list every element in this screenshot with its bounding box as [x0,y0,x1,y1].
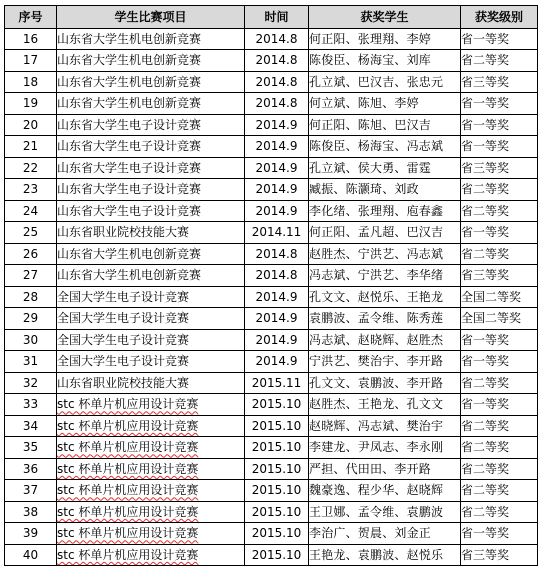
table-row [5,286,538,308]
cell-no: 32 [5,372,57,394]
cell-competition: 山东省大学生电子设计竞赛 [57,200,245,222]
cell-time: 2015.10 [245,501,309,523]
cell-level: 省一等奖 [461,114,538,136]
table-row [5,501,538,523]
cell-no: 34 [5,415,57,437]
cell-competition: 山东省大学生机电创新竞赛 [57,50,245,72]
cell-time: 2014.9 [245,286,309,308]
competition-text: stc 杯单片机应用设计竞赛 [57,483,199,498]
cell-time: 2014.8 [245,265,309,287]
table-row [5,136,538,158]
cell-students: 孔文文、袁鹏波、李开路 [309,372,461,394]
table-row [5,265,538,287]
cell-competition: 山东省大学生机电创新竞赛 [57,265,245,287]
cell-competition [57,544,245,566]
cell-time: 2014.9 [245,351,309,373]
cell-level: 省二等奖 [461,50,538,72]
cell-time: 2014.9 [245,308,309,330]
cell-time: 2014.9 [245,136,309,158]
header-level: 获奖级别 [461,6,538,29]
cell-time: 2014.9 [245,114,309,136]
cell-level: 省二等奖 [461,415,538,437]
cell-students: 李化绪、张理翔、庖春鑫 [309,200,461,222]
cell-level: 省二等奖 [461,458,538,480]
cell-students: 臧振、陈灏琦、刘政 [309,179,461,201]
cell-level: 省一等奖 [461,222,538,244]
cell-no: 23 [5,179,57,201]
cell-time: 2014.9 [245,200,309,222]
cell-no: 38 [5,501,57,523]
table-body [5,28,538,566]
cell-competition: 山东省大学生机电创新竞赛 [57,28,245,50]
table-row [5,93,538,115]
table-row [5,179,538,201]
cell-level: 省一等奖 [461,329,538,351]
cell-students: 严担、代田田、李开路 [309,458,461,480]
cell-level: 全国二等奖 [461,308,538,330]
table-row [5,329,538,351]
table-row [5,458,538,480]
cell-students: 魏豪逸、程少华、赵晓辉 [309,480,461,502]
table-header [5,6,538,29]
cell-competition: 全国大学生电子设计竞赛 [57,308,245,330]
competition-text: stc 杯单片机应用设计竞赛 [57,504,199,519]
cell-time: 2014.9 [245,179,309,201]
cell-competition [57,523,245,545]
cell-competition: 山东省大学生电子设计竞赛 [57,179,245,201]
cell-time: 2015.11 [245,372,309,394]
cell-students: 李治广、贺晨、刘金正 [309,523,461,545]
competition-text: stc 杯单片机应用设计竞赛 [57,547,199,562]
competition-text: stc 杯单片机应用设计竞赛 [57,397,199,412]
cell-time: 2015.10 [245,415,309,437]
cell-time: 2014.8 [245,50,309,72]
cell-students: 何正阳、陈旭、巴汉吉 [309,114,461,136]
cell-competition: 山东省大学生机电创新竞赛 [57,93,245,115]
cell-competition: 山东省大学生电子设计竞赛 [57,114,245,136]
cell-level: 省一等奖 [461,523,538,545]
cell-competition: 山东省大学生电子设计竞赛 [57,157,245,179]
cell-competition [57,458,245,480]
header-row [5,6,538,29]
cell-no: 19 [5,93,57,115]
cell-competition: 全国大学生电子设计竞赛 [57,351,245,373]
cell-students: 赵胜杰、王艳龙、孔文文 [309,394,461,416]
cell-level: 省二等奖 [461,179,538,201]
cell-students: 孔文文、赵悦乐、王艳龙 [309,286,461,308]
cell-no: 25 [5,222,57,244]
cell-students: 赵胜杰、宁洪艺、冯志斌 [309,243,461,265]
cell-students: 冯志斌、赵晓辉、赵胜杰 [309,329,461,351]
cell-no: 26 [5,243,57,265]
cell-level: 省二等奖 [461,501,538,523]
cell-students: 何立斌、陈旭、李婷 [309,93,461,115]
cell-students: 孔立斌、巴汉吉、张忠元 [309,71,461,93]
cell-level: 省一等奖 [461,351,538,373]
cell-level: 省二等奖 [461,372,538,394]
cell-students: 李建龙、尹凤志、李永刚 [309,437,461,459]
cell-level: 省一等奖 [461,394,538,416]
cell-no: 21 [5,136,57,158]
table-row [5,200,538,222]
cell-students: 何正阳、张理翔、李婷 [309,28,461,50]
cell-time: 2015.10 [245,523,309,545]
cell-time: 2015.10 [245,480,309,502]
table-row [5,351,538,373]
cell-time: 2014.8 [245,93,309,115]
cell-students: 陈俊臣、杨海宝、冯志斌 [309,136,461,158]
cell-no: 24 [5,200,57,222]
cell-no: 37 [5,480,57,502]
cell-level: 省一等奖 [461,136,538,158]
cell-students: 王卫娜、孟令维、袁鹏波 [309,501,461,523]
cell-no: 18 [5,71,57,93]
cell-time: 2015.10 [245,544,309,566]
cell-no: 29 [5,308,57,330]
table-row [5,523,538,545]
table-row [5,480,538,502]
table-row [5,157,538,179]
cell-no: 39 [5,523,57,545]
table-row [5,372,538,394]
cell-time: 2015.10 [245,458,309,480]
cell-no: 22 [5,157,57,179]
cell-no: 31 [5,351,57,373]
cell-time: 2014.8 [245,71,309,93]
cell-level: 省二等奖 [461,437,538,459]
cell-level: 省一等奖 [461,93,538,115]
table-row [5,544,538,566]
cell-no: 17 [5,50,57,72]
cell-students: 孔立斌、侯大勇、雷霆 [309,157,461,179]
cell-competition: 全国大学生电子设计竞赛 [57,286,245,308]
cell-no: 20 [5,114,57,136]
table-row [5,437,538,459]
cell-level: 省二等奖 [461,480,538,502]
table-row [5,394,538,416]
cell-students: 王艳龙、袁鹏波、赵悦乐 [309,544,461,566]
cell-level: 省三等奖 [461,157,538,179]
cell-no: 16 [5,28,57,50]
cell-competition [57,480,245,502]
cell-competition [57,415,245,437]
cell-level: 省一等奖 [461,28,538,50]
header-competition: 学生比赛项目 [57,6,245,29]
cell-competition: 山东省大学生电子设计竞赛 [57,136,245,158]
table-row [5,222,538,244]
header-students: 获奖学生 [309,6,461,29]
table-row [5,114,538,136]
awards-table [4,5,538,566]
cell-time: 2014.9 [245,329,309,351]
cell-level: 省三等奖 [461,265,538,287]
cell-level: 省二等奖 [461,243,538,265]
cell-time: 2015.10 [245,394,309,416]
cell-no: 28 [5,286,57,308]
cell-students: 赵晓辉、冯志斌、樊治宇 [309,415,461,437]
cell-students: 何正阳、孟凡超、巴汉吉 [309,222,461,244]
cell-time: 2014.11 [245,222,309,244]
competition-text: stc 杯单片机应用设计竞赛 [57,461,199,476]
competition-text: stc 杯单片机应用设计竞赛 [57,526,199,541]
cell-no: 33 [5,394,57,416]
cell-students: 袁鹏波、孟令维、陈秀莲 [309,308,461,330]
cell-students: 陈俊臣、杨海宝、刘库 [309,50,461,72]
cell-time: 2015.10 [245,437,309,459]
cell-level: 省三等奖 [461,544,538,566]
cell-competition: 山东省职业院校技能大赛 [57,372,245,394]
table-row [5,50,538,72]
cell-level: 省二等奖 [461,200,538,222]
cell-competition [57,394,245,416]
cell-no: 36 [5,458,57,480]
cell-no: 35 [5,437,57,459]
cell-competition: 山东省职业院校技能大赛 [57,222,245,244]
cell-time: 2014.9 [245,157,309,179]
table-row [5,243,538,265]
cell-competition: 山东省大学生机电创新竞赛 [57,71,245,93]
cell-time: 2014.8 [245,243,309,265]
cell-students: 宁洪艺、樊治宇、李开路 [309,351,461,373]
cell-competition [57,437,245,459]
cell-competition [57,501,245,523]
cell-no: 27 [5,265,57,287]
cell-time: 2014.8 [245,28,309,50]
cell-no: 40 [5,544,57,566]
cell-no: 30 [5,329,57,351]
cell-competition: 山东省大学生机电创新竞赛 [57,243,245,265]
table-row [5,28,538,50]
header-no: 序号 [5,6,57,29]
cell-level: 省三等奖 [461,71,538,93]
table-row [5,71,538,93]
competition-text: stc 杯单片机应用设计竞赛 [57,440,199,455]
cell-competition: 全国大学生电子设计竞赛 [57,329,245,351]
competition-text: stc 杯单片机应用设计竞赛 [57,418,199,433]
header-time: 时间 [245,6,309,29]
table-row [5,415,538,437]
cell-students: 冯志斌、宁洪艺、李华绪 [309,265,461,287]
cell-level: 全国二等奖 [461,286,538,308]
table-row [5,308,538,330]
